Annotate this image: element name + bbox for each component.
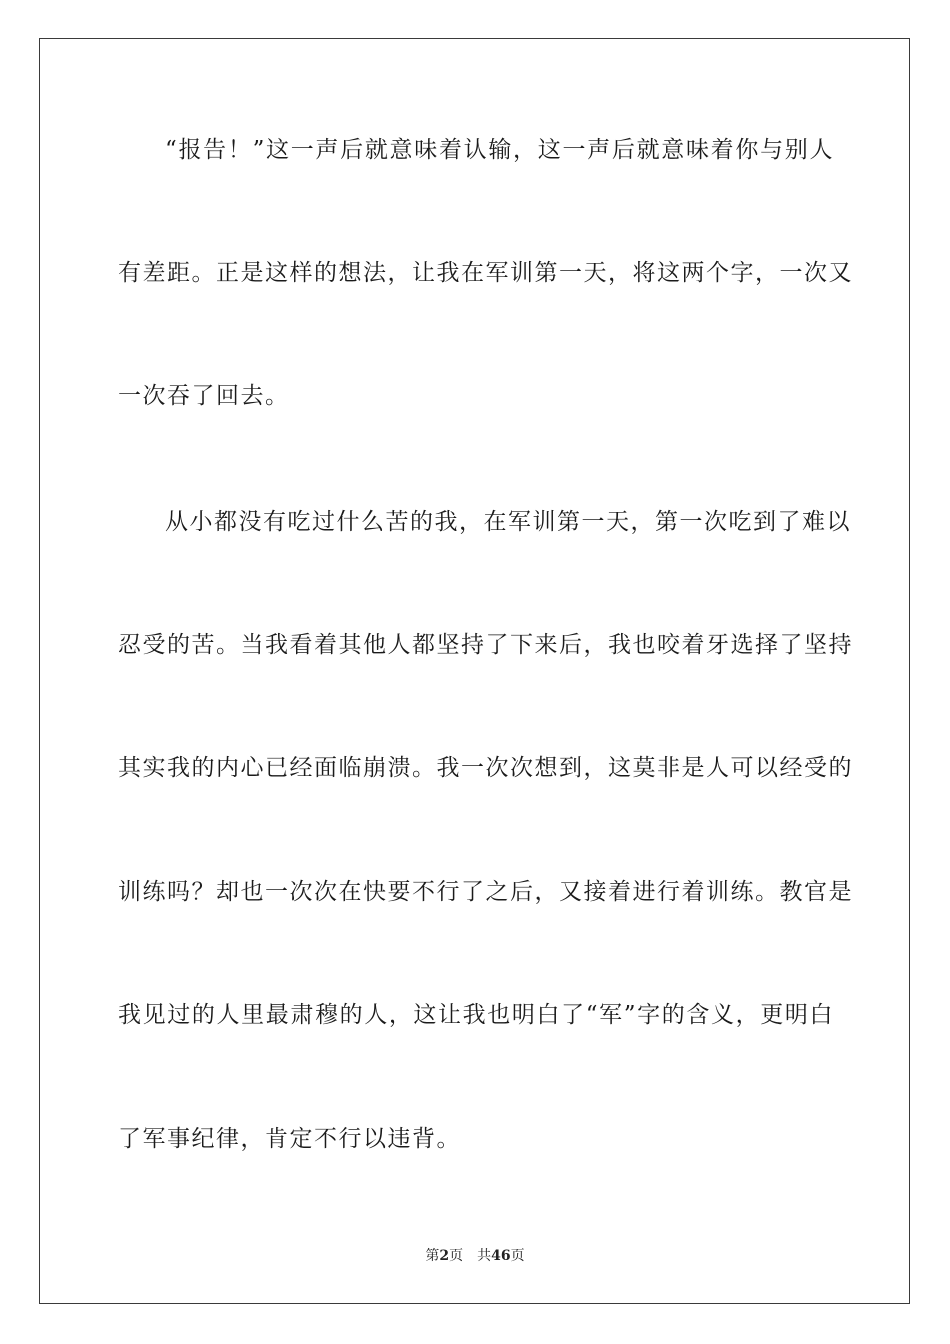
page-border xyxy=(39,38,910,1304)
page-suffix: 页 xyxy=(449,1248,464,1264)
text-line: 从小都没有吃过什么苦的我，在军训第一天，第一次吃到了难以 xyxy=(165,509,851,535)
page-footer xyxy=(0,1246,950,1266)
total-suffix: 页 xyxy=(510,1248,525,1264)
page-prefix: 第 xyxy=(425,1248,440,1264)
text-line: 忍受的苦。当我看着其他人都坚持了下来后，我也咬着牙选择了坚持 xyxy=(118,632,853,658)
total-pages: 46 xyxy=(491,1248,511,1264)
total-prefix: 共 xyxy=(477,1248,492,1264)
text-line: “报告！”这一声后就意味着认输，这一声后就意味着你与别人 xyxy=(165,137,834,163)
text-line: 我见过的人里最肃穆的人，这让我也明白了“军”字的含义，更明白 xyxy=(118,1002,834,1028)
page-number: 2 xyxy=(439,1248,450,1264)
text-line: 其实我的内心已经面临崩溃。我一次次想到，这莫非是人可以经受的 xyxy=(118,755,853,781)
text-line: 了军事纪律，肯定不行以违背。 xyxy=(118,1126,461,1152)
text-line: 一次吞了回去。 xyxy=(118,383,290,409)
text-line: 训练吗？却也一次次在快要不行了之后，又接着进行着训练。教官是 xyxy=(118,879,853,905)
text-line: 有差距。正是这样的想法，让我在军训第一天，将这两个字，一次又 xyxy=(118,260,853,286)
